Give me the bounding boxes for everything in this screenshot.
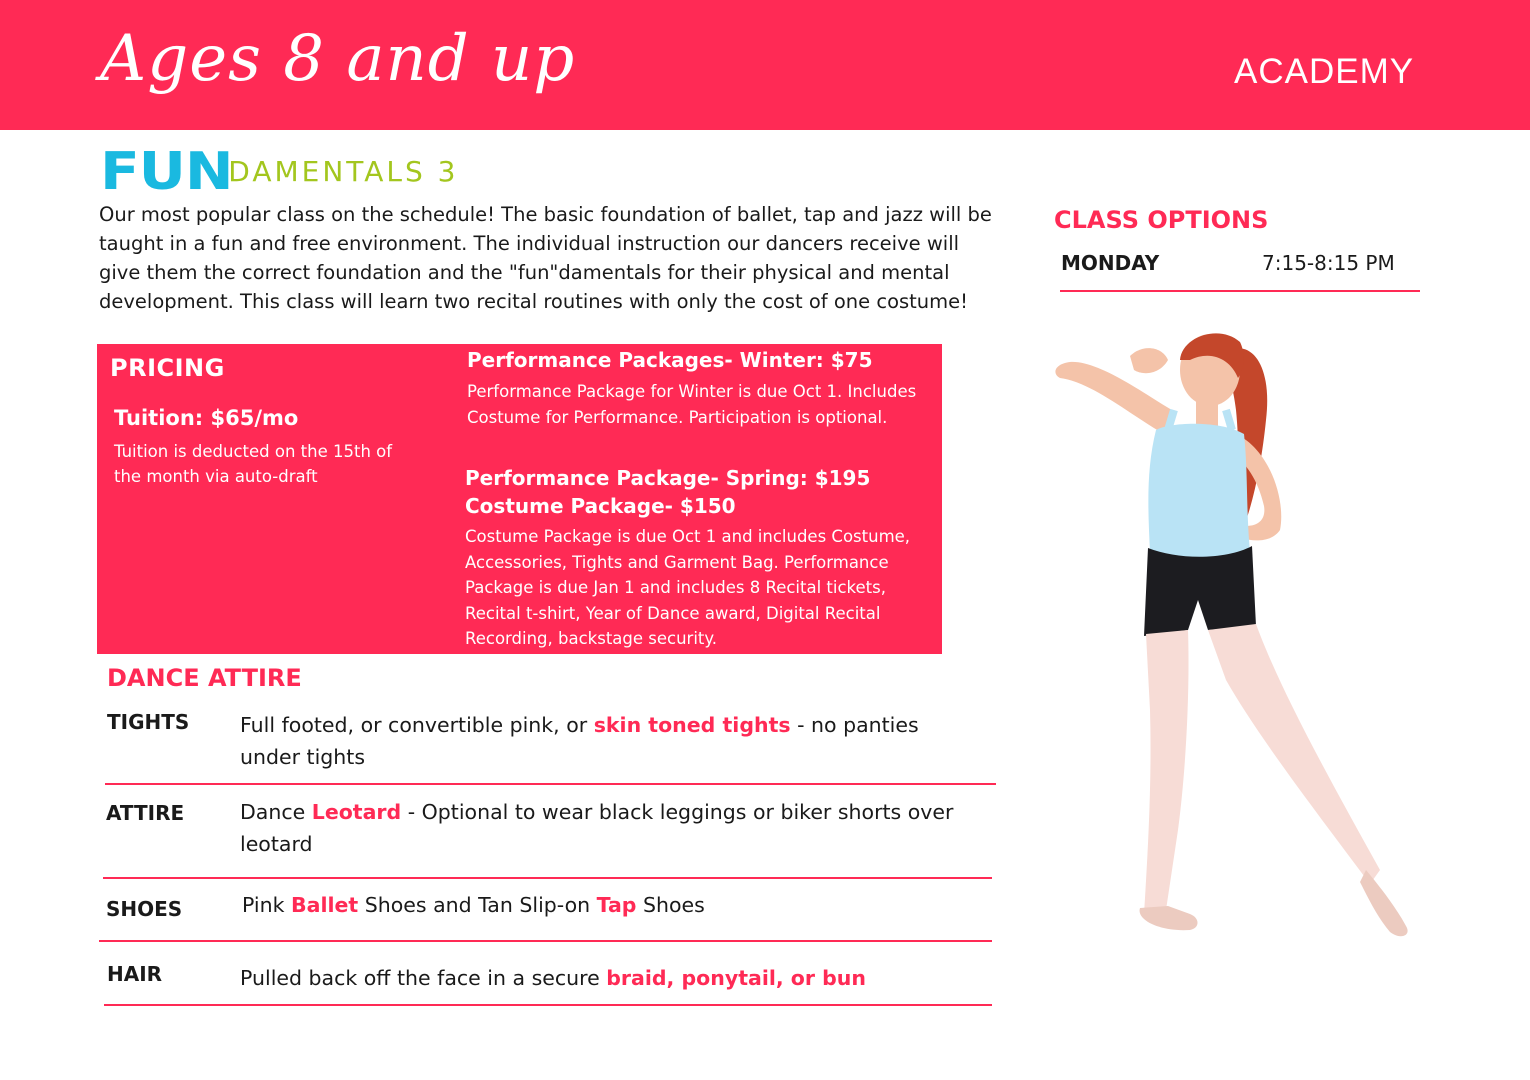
divider xyxy=(103,877,992,879)
class-description: Our most popular class on the schedule! The basic foundation of ballet, tap and jazz will be taught in a fun and free environment. The individual instruction our dancers receive will give them the correct foundation and the "fun"damentals for their physical and mental development. This class will learn two recital routines with only the cost of one costume! xyxy=(99,203,992,313)
attire-text-part: Dance xyxy=(240,800,312,824)
attire-highlight: braid, ponytail, or bun xyxy=(606,966,866,990)
attire-text-hair xyxy=(240,962,970,994)
attire-text-part: - Optional to wear black leggings or biker shorts over leotard xyxy=(240,800,954,856)
divider xyxy=(104,1004,992,1006)
class-time: 7:15-8:15 PM xyxy=(1262,251,1395,275)
header-banner xyxy=(0,0,1530,130)
class-logo xyxy=(100,142,459,202)
winter-package-heading: Performance Packages- Winter: $75 xyxy=(467,348,873,372)
spring-package-title: Performance Package- Spring: $195 xyxy=(465,466,871,490)
attire-highlight: Ballet xyxy=(291,893,359,917)
attire-highlight: Tap xyxy=(596,893,637,917)
class-options-heading: CLASS OPTIONS xyxy=(1054,206,1269,234)
attire-text-shoes xyxy=(242,889,972,921)
attire-text-part: Shoes and Tan Slip-on xyxy=(358,893,597,917)
attire-label-shoes: SHOES xyxy=(106,897,183,921)
spring-package-heading xyxy=(465,464,870,520)
brand-label: ACADEMY xyxy=(1234,52,1415,91)
dancer-photo xyxy=(1040,330,1420,940)
winter-package-description: Performance Package for Winter is due Oct 1. Includes Costume for Performance. Participation is optional. xyxy=(467,382,917,427)
attire-text-tights xyxy=(240,709,970,773)
pricing-heading: PRICING xyxy=(110,354,225,382)
attire-label-attire: ATTIRE xyxy=(106,801,185,825)
attire-label-tights: TIGHTS xyxy=(107,710,190,734)
tuition-description: Tuition is deducted on the 15th of the month via auto-draft xyxy=(114,442,393,486)
attire-text-part: Pulled back off the face in a secure xyxy=(240,966,607,990)
attire-heading: DANCE ATTIRE xyxy=(107,664,302,692)
page-title: Ages 8 and up xyxy=(100,22,576,96)
costume-package-title: Costume Package- $150 xyxy=(465,494,736,518)
attire-text-attire xyxy=(240,796,970,860)
attire-highlight: Leotard xyxy=(311,800,402,824)
attire-text-part: Pink xyxy=(242,893,291,917)
attire-text-part: Shoes xyxy=(636,893,705,917)
attire-text-part: - no panties under tights xyxy=(240,713,919,769)
class-logo-rest: DAMENTALS 3 xyxy=(228,155,459,188)
tuition-heading: Tuition: $65/mo xyxy=(114,406,299,430)
divider xyxy=(1060,290,1420,292)
attire-text-part: Full footed, or convertible pink, or xyxy=(240,713,594,737)
attire-highlight: skin toned tights xyxy=(593,713,791,737)
class-logo-highlight: FUN xyxy=(100,142,233,202)
pricing-panel xyxy=(97,344,942,654)
attire-label-hair: HAIR xyxy=(107,962,163,986)
divider xyxy=(99,940,992,942)
spring-package-description: Costume Package is due Oct 1 and includes Costume, Accessories, Tights and Garment Bag. Performance Package is due Jan 1 and includes 8 Recital tickets, Recital t-shirt, Year of Dance award, Digital Recital Recording, backstage security. xyxy=(465,527,911,649)
class-day: MONDAY xyxy=(1061,251,1160,275)
divider xyxy=(105,783,996,785)
